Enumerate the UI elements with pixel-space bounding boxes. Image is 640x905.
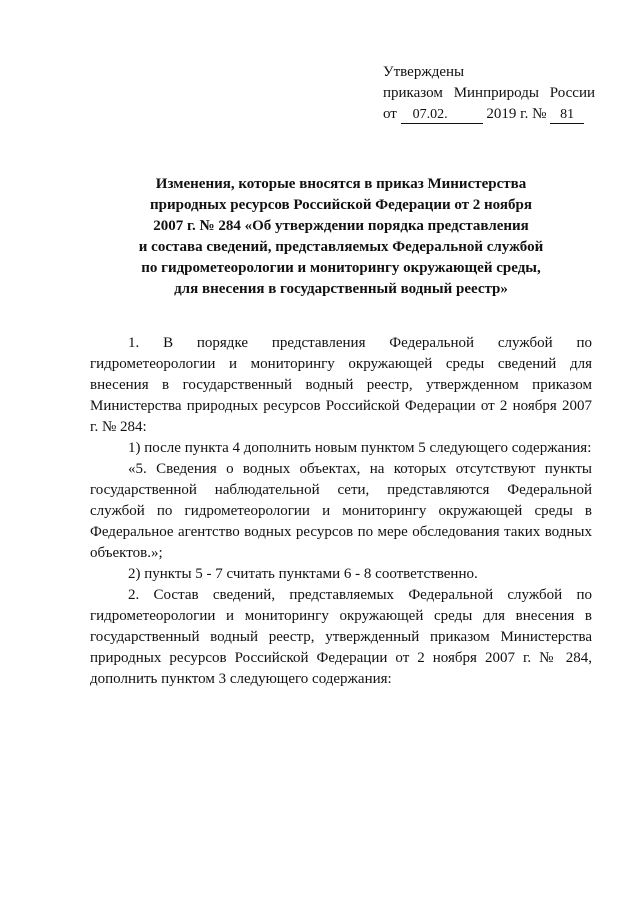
approval-date: 07.02. [401,107,483,124]
paragraph-1-1: 1) после пункта 4 дополнить новым пунктом 5 следующего содержания: [128,440,592,456]
approval-number: 81 [550,107,584,124]
approval-date-line [383,104,603,125]
title-line: и состава сведений, представляемых Федеральной службой [138,239,544,255]
paragraph-quote-5: «5. Сведения о водных объектах, на которых отсутствуют пункты государственной наблюдательной сети, представляются Федеральной службой по гидрометеорологии и мониторингу окружающей среды в Федеральное агентство водных ресурсов по мере обследования таких водных объектов.»; [90,461,592,561]
approval-ot: от [383,106,397,122]
approval-block [383,62,603,125]
document-body [90,333,592,690]
paragraph-2: 2. Состав сведений, представляемых Федеральной службой по гидрометеорологии и мониторингу окружающей среды для внесения в государственный водный реестр, утвержденный приказом Министерства природных ресурсов Российской Федерации от 2 ноября 2007 г. № 284, дополнить пунктом 3 следующего содержания: [90,587,592,687]
approval-order-line [383,83,595,104]
approval-year: 2019 г. № [486,106,547,122]
approval-word-order: приказом [383,85,443,101]
approval-word-russia: России [549,85,595,101]
approval-word-ministry: Минприроды [453,85,539,101]
paragraph-1: 1. В порядке представления Федеральной службой по гидрометеорологии и мониторингу окружающей среды сведений для внесения в государственный водный реестр, утвержденном приказом Министерства природных ресурсов Российской Федерации от 2 ноября 2007 г. № 284: [90,335,592,435]
title-line: Изменения, которые вносятся в приказ Министерства [155,176,527,192]
paragraph-1-2: 2) пункты 5 - 7 считать пунктами 6 - 8 соответственно. [128,566,478,582]
document-title [90,174,592,300]
approval-heading: Утверждены [383,64,465,80]
title-line: для внесения в государственный водный реестр» [174,281,508,297]
title-line: природных ресурсов Российской Федерации от 2 ноября [150,197,532,213]
title-line: по гидрометеорологии и мониторингу окружающей среды, [141,260,541,276]
title-line: 2007 г. № 284 «Об утверждении порядка представления [153,218,529,234]
